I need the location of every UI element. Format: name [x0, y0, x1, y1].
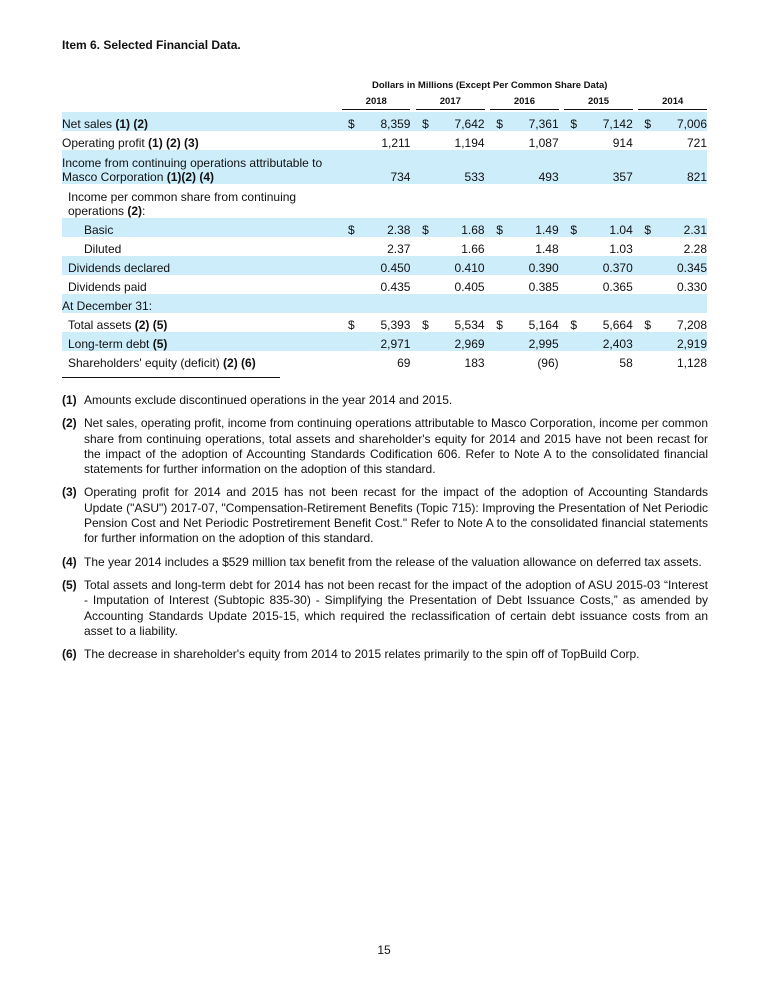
currency-symbol: $ [342, 218, 362, 237]
value-cell: 821 [658, 150, 707, 184]
value-cell: 8,359 [362, 112, 411, 131]
currency-symbol [564, 294, 584, 313]
currency-symbol [416, 237, 436, 256]
value-cell [436, 294, 485, 313]
value-cell: 493 [510, 150, 559, 184]
value-cell [658, 294, 707, 313]
value-cell: 2,919 [658, 332, 707, 351]
value-cell: 1.68 [436, 218, 485, 237]
value-cell: 0.450 [362, 256, 411, 275]
row-label: Dividends paid [68, 280, 147, 294]
table-row [62, 218, 707, 237]
currency-symbol [342, 332, 362, 351]
value-cell: 183 [464, 356, 485, 370]
value-cell: 2,995 [510, 332, 559, 351]
value-cell: 1.04 [584, 218, 633, 237]
currency-symbol [564, 351, 584, 370]
value-cell: 2.28 [683, 242, 707, 256]
value-cell: 1,211 [381, 136, 411, 150]
currency-symbol [490, 332, 510, 351]
currency-symbol [416, 184, 436, 218]
currency-symbol: $ [422, 318, 429, 332]
currency-symbol [564, 256, 584, 275]
year-header: 2015 [564, 96, 632, 110]
currency-symbol [490, 275, 510, 294]
footnote-text: Amounts exclude discontinued operations in the year 2014 and 2015. [84, 393, 453, 407]
value-cell: 2,969 [436, 332, 485, 351]
value-cell: 7,006 [658, 112, 707, 131]
currency-symbol [490, 184, 510, 218]
currency-symbol: $ [342, 112, 362, 131]
year-header: 2017 [416, 96, 484, 110]
footnote-number: (5) [62, 577, 77, 592]
value-cell [584, 184, 633, 218]
currency-symbol [342, 237, 362, 256]
footnote-number: (6) [62, 647, 77, 662]
footnote-text: Total assets and long-term debt for 2014 has not been recast for the impact of the adoption of ASU 2015-03 “Interest - Imputation of Interest (Subtopic 835-30) - Simplifying the Presentation of Debt Issuance Costs,” as amended by Accounting Standards Update 2015-15, which required the reclassification of certain debt issuance costs from an asset to a liability. [84, 577, 708, 638]
currency-symbol [416, 275, 436, 294]
currency-symbol [490, 294, 510, 313]
currency-symbol [638, 332, 658, 351]
footnote-number: (4) [62, 554, 77, 569]
table-row [62, 256, 707, 275]
value-cell: 0.370 [584, 256, 633, 275]
currency-symbol: $ [564, 112, 584, 131]
value-cell: 2,403 [584, 332, 633, 351]
currency-symbol [490, 150, 510, 184]
value-cell: 0.435 [380, 280, 411, 294]
row-label: Diluted [84, 242, 122, 256]
value-cell: 5,664 [602, 318, 633, 332]
value-cell: 0.345 [658, 256, 707, 275]
value-cell: (96) [537, 356, 559, 370]
currency-symbol [416, 131, 436, 150]
value-cell: 1,087 [528, 136, 559, 150]
row-label: Dividends declared [62, 256, 342, 275]
footnotes [62, 393, 708, 670]
value-cell [436, 184, 485, 218]
value-cell: 0.390 [510, 256, 559, 275]
currency-symbol: $ [416, 112, 436, 131]
value-cell: 914 [612, 136, 633, 150]
value-cell: 5,164 [528, 318, 559, 332]
row-label: Income per common share from continuing operations (2): [68, 190, 297, 218]
table-row [62, 112, 707, 131]
footnote-text: Net sales, operating profit, income from continuing operations attributable to Masco Corporation, income per common share from continuing operations, total assets and shareholder's equity for 2014 and 2015 have not been recast for the impact of the adoption of Accounting Standards Codification 606. Refer to Note A to the consolidated financial statements for further information on the adoption of this standard. [84, 416, 708, 477]
row-label: Operating profit (1) (2) (3) [62, 136, 199, 150]
value-cell: 357 [584, 150, 633, 184]
value-cell: 58 [619, 356, 633, 370]
year-header: 2018 [342, 96, 410, 110]
row-label: Basic [62, 218, 342, 237]
value-cell: 734 [362, 150, 411, 184]
table-row [62, 131, 707, 150]
footnote [62, 393, 708, 408]
table-units-header: Dollars in Millions (Except Per Common Share Data) [372, 80, 608, 91]
value-cell: 7,642 [436, 112, 485, 131]
currency-symbol [490, 351, 510, 370]
table-row [62, 184, 707, 218]
currency-symbol [342, 131, 362, 150]
footnote-text: The decrease in shareholder's equity from 2014 to 2015 relates primarily to the spin off of TopBuild Corp. [84, 647, 640, 662]
value-cell: 1.03 [609, 242, 633, 256]
footnote [62, 416, 708, 477]
footnote-divider [62, 377, 280, 378]
currency-symbol [638, 237, 658, 256]
value-cell [362, 294, 411, 313]
table-row [62, 237, 707, 256]
currency-symbol [416, 351, 436, 370]
value-cell: 2.38 [362, 218, 411, 237]
row-label: Income from continuing operations attributable to Masco Corporation (1)(2) (4) [62, 150, 342, 184]
currency-symbol: $ [638, 218, 658, 237]
year-header: 2014 [638, 96, 707, 110]
currency-symbol [342, 150, 362, 184]
currency-symbol [564, 184, 584, 218]
table-row [62, 351, 707, 370]
value-cell: 0.385 [528, 280, 559, 294]
value-cell: 721 [686, 136, 707, 150]
value-cell: 2.31 [658, 218, 707, 237]
table-row [62, 294, 707, 313]
table-row [62, 150, 707, 184]
value-cell: 0.410 [436, 256, 485, 275]
year-header: 2016 [490, 96, 558, 110]
footnote-number: (1) [62, 393, 77, 407]
value-cell: 1,194 [454, 136, 485, 150]
currency-symbol: $ [490, 218, 510, 237]
currency-symbol [638, 275, 658, 294]
footnote-number: (3) [62, 485, 77, 500]
currency-symbol [490, 237, 510, 256]
currency-symbol: $ [416, 218, 436, 237]
currency-symbol [490, 256, 510, 275]
currency-symbol: $ [348, 318, 355, 332]
value-cell: 1.48 [535, 242, 559, 256]
section-title: Item 6. Selected Financial Data. [62, 38, 241, 52]
currency-symbol: $ [638, 112, 658, 131]
currency-symbol [342, 294, 362, 313]
currency-symbol [638, 150, 658, 184]
row-label: Long-term debt (5) [62, 332, 342, 351]
currency-symbol: $ [644, 318, 652, 332]
value-cell [658, 184, 707, 218]
currency-symbol [342, 184, 362, 218]
currency-symbol [416, 332, 436, 351]
value-cell: 1.49 [510, 218, 559, 237]
currency-symbol [638, 131, 658, 150]
row-label: Total assets (2) (5) [68, 318, 168, 332]
currency-symbol [638, 256, 658, 275]
currency-symbol [564, 237, 584, 256]
currency-symbol [416, 256, 436, 275]
currency-symbol [490, 131, 510, 150]
currency-symbol [416, 294, 436, 313]
page-number: 15 [377, 943, 391, 957]
currency-symbol [564, 131, 584, 150]
footnote-text: The year 2014 includes a $529 million tax benefit from the release of the valuation allowance on deferred tax assets. [84, 554, 702, 569]
value-cell: 7,142 [584, 112, 633, 131]
footnote-text: Operating profit for 2014 and 2015 has not been recast for the impact of the adoption of Accounting Standards Update ("ASU") 2017-07, "Compensation-Retirement Benefits (Topic 715): Improving the Presentation of Net Periodic Pension Cost and Net Periodic Postretirement Benefit Cost." Refer to Note A to the consolidated financial statements for further information on the adoption of this standard. [84, 485, 708, 546]
value-cell: 1.66 [461, 242, 485, 256]
currency-symbol [638, 351, 658, 370]
value-cell: 2,971 [362, 332, 411, 351]
currency-symbol [564, 150, 584, 184]
currency-symbol: $ [564, 218, 584, 237]
currency-symbol: $ [570, 318, 577, 332]
value-cell: 69 [397, 356, 411, 370]
value-cell: 0.365 [602, 280, 633, 294]
footnote-number: (2) [62, 416, 77, 431]
footnote [62, 578, 708, 639]
currency-symbol [638, 184, 658, 218]
value-cell [510, 294, 559, 313]
currency-symbol [342, 351, 362, 370]
value-cell [584, 294, 633, 313]
value-cell: 533 [436, 150, 485, 184]
value-cell: 7,208 [676, 318, 707, 332]
footnote [62, 647, 708, 662]
currency-symbol [342, 275, 362, 294]
currency-symbol [416, 150, 436, 184]
currency-symbol: $ [496, 318, 503, 332]
financial-data-table [62, 94, 707, 370]
value-cell: 7,361 [510, 112, 559, 131]
row-label: Shareholders' equity (deficit) (2) (6) [68, 356, 256, 370]
footnote [62, 485, 708, 546]
currency-symbol [564, 332, 584, 351]
table-row [62, 332, 707, 351]
value-cell [510, 184, 559, 218]
currency-symbol [342, 256, 362, 275]
value-cell: 2.37 [387, 242, 411, 256]
value-cell [362, 184, 411, 218]
footnote [62, 555, 708, 570]
value-cell: 0.405 [454, 280, 485, 294]
value-cell: 1,128 [676, 356, 707, 370]
row-label: Net sales (1) (2) [62, 112, 342, 131]
currency-symbol: $ [490, 112, 510, 131]
table-row [62, 313, 707, 332]
currency-symbol [638, 294, 658, 313]
row-label: At December 31: [62, 294, 342, 313]
table-row [62, 275, 707, 294]
value-cell: 5,534 [454, 318, 485, 332]
value-cell: 0.330 [676, 280, 707, 294]
value-cell: 5,393 [380, 318, 411, 332]
currency-symbol [564, 275, 584, 294]
